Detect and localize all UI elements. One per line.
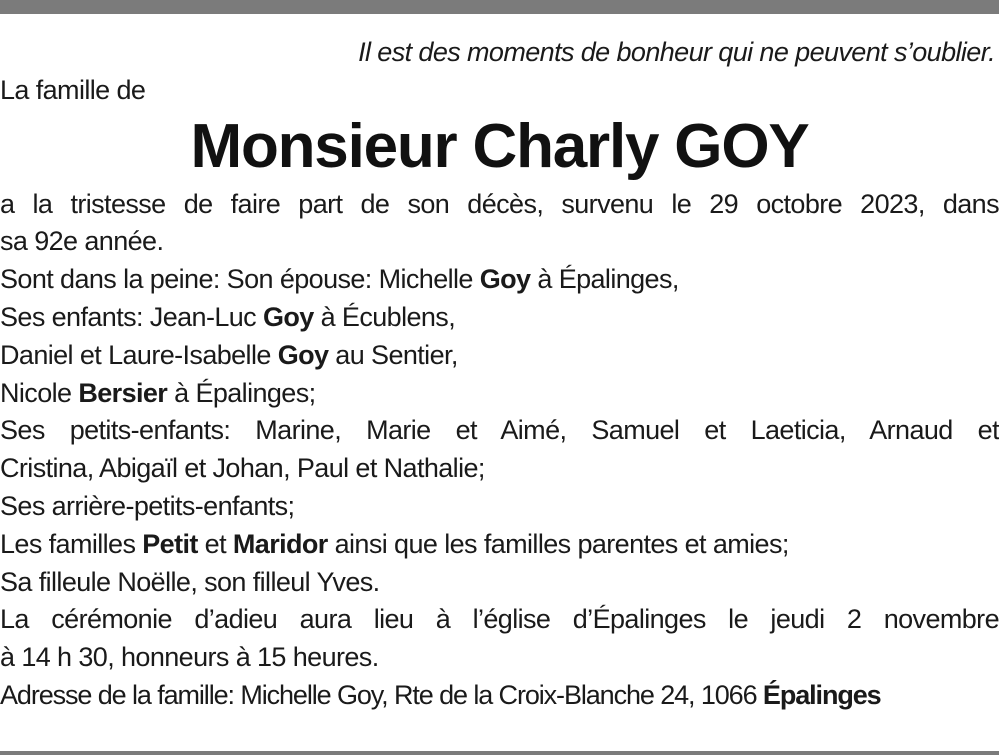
ceremony-line-1: La cérémonie d’adieu aura lieu à l’église d’Épalinges le jeudi 2 novembre <box>0 604 999 635</box>
text: et <box>197 528 233 559</box>
text: à Épalinges; <box>167 377 316 408</box>
surname: Petit <box>142 528 198 559</box>
intro-text: La famille de <box>0 74 146 105</box>
grandchildren-line-1: Ses petits-enfants: Marine, Marie et Aimé, Samuel et Laeticia, Arnaud et <box>0 415 999 446</box>
families-line <box>0 526 999 564</box>
announcement-line-2: sa 92e année. <box>0 226 164 257</box>
obituary-notice <box>0 34 999 715</box>
mourners-children <box>0 299 999 337</box>
mourners-child-nicole <box>0 375 999 413</box>
bottom-border-bar <box>0 751 999 755</box>
text: Les familles <box>0 528 143 559</box>
ceremony-line-2: à 14 h 30, honneurs à 15 heures. <box>0 642 379 673</box>
text: Adresse de la famille: Michelle Goy, Rte de la Croix-Blanche 24, 1066 <box>0 679 763 710</box>
grandchildren-line-2: Cristina, Abigaïl et Johan, Paul et Nathalie; <box>0 453 485 484</box>
deceased-name: Monsieur Charly GOY <box>190 111 809 181</box>
text: Daniel et Laure-Isabelle <box>0 339 278 370</box>
text: ainsi que les familles parentes et amies; <box>327 528 789 559</box>
top-border-bar <box>0 0 999 14</box>
godchildren-line: Sa filleule Noëlle, son filleul Yves. <box>0 566 380 597</box>
surname: Bersier <box>78 377 168 408</box>
mourners-spouse <box>0 261 999 299</box>
epigraph-quote: Il est des moments de bonheur qui ne peuvent s’oublier. <box>358 37 995 67</box>
text: Ses enfants: Jean-Luc <box>0 301 263 332</box>
surname: Goy <box>277 339 329 370</box>
surname: Goy <box>479 264 531 295</box>
address-town: Épalinges <box>762 679 881 710</box>
surname: Goy <box>262 301 314 332</box>
text: à Écublens, <box>313 301 456 332</box>
announcement-line-1: a la tristesse de faire part de son décès, survenu le 29 octobre 2023, dans <box>0 188 999 219</box>
text: Sont dans la peine: Son épouse: Michelle <box>0 264 480 295</box>
text: à Épalinges, <box>530 264 679 295</box>
text: au Sentier, <box>328 339 458 370</box>
mourners-child-daniel <box>0 337 999 375</box>
great-grandchildren: Ses arrière-petits-enfants; <box>0 490 295 521</box>
text: Nicole <box>0 377 79 408</box>
family-address <box>0 677 999 715</box>
surname: Maridor <box>232 528 328 559</box>
